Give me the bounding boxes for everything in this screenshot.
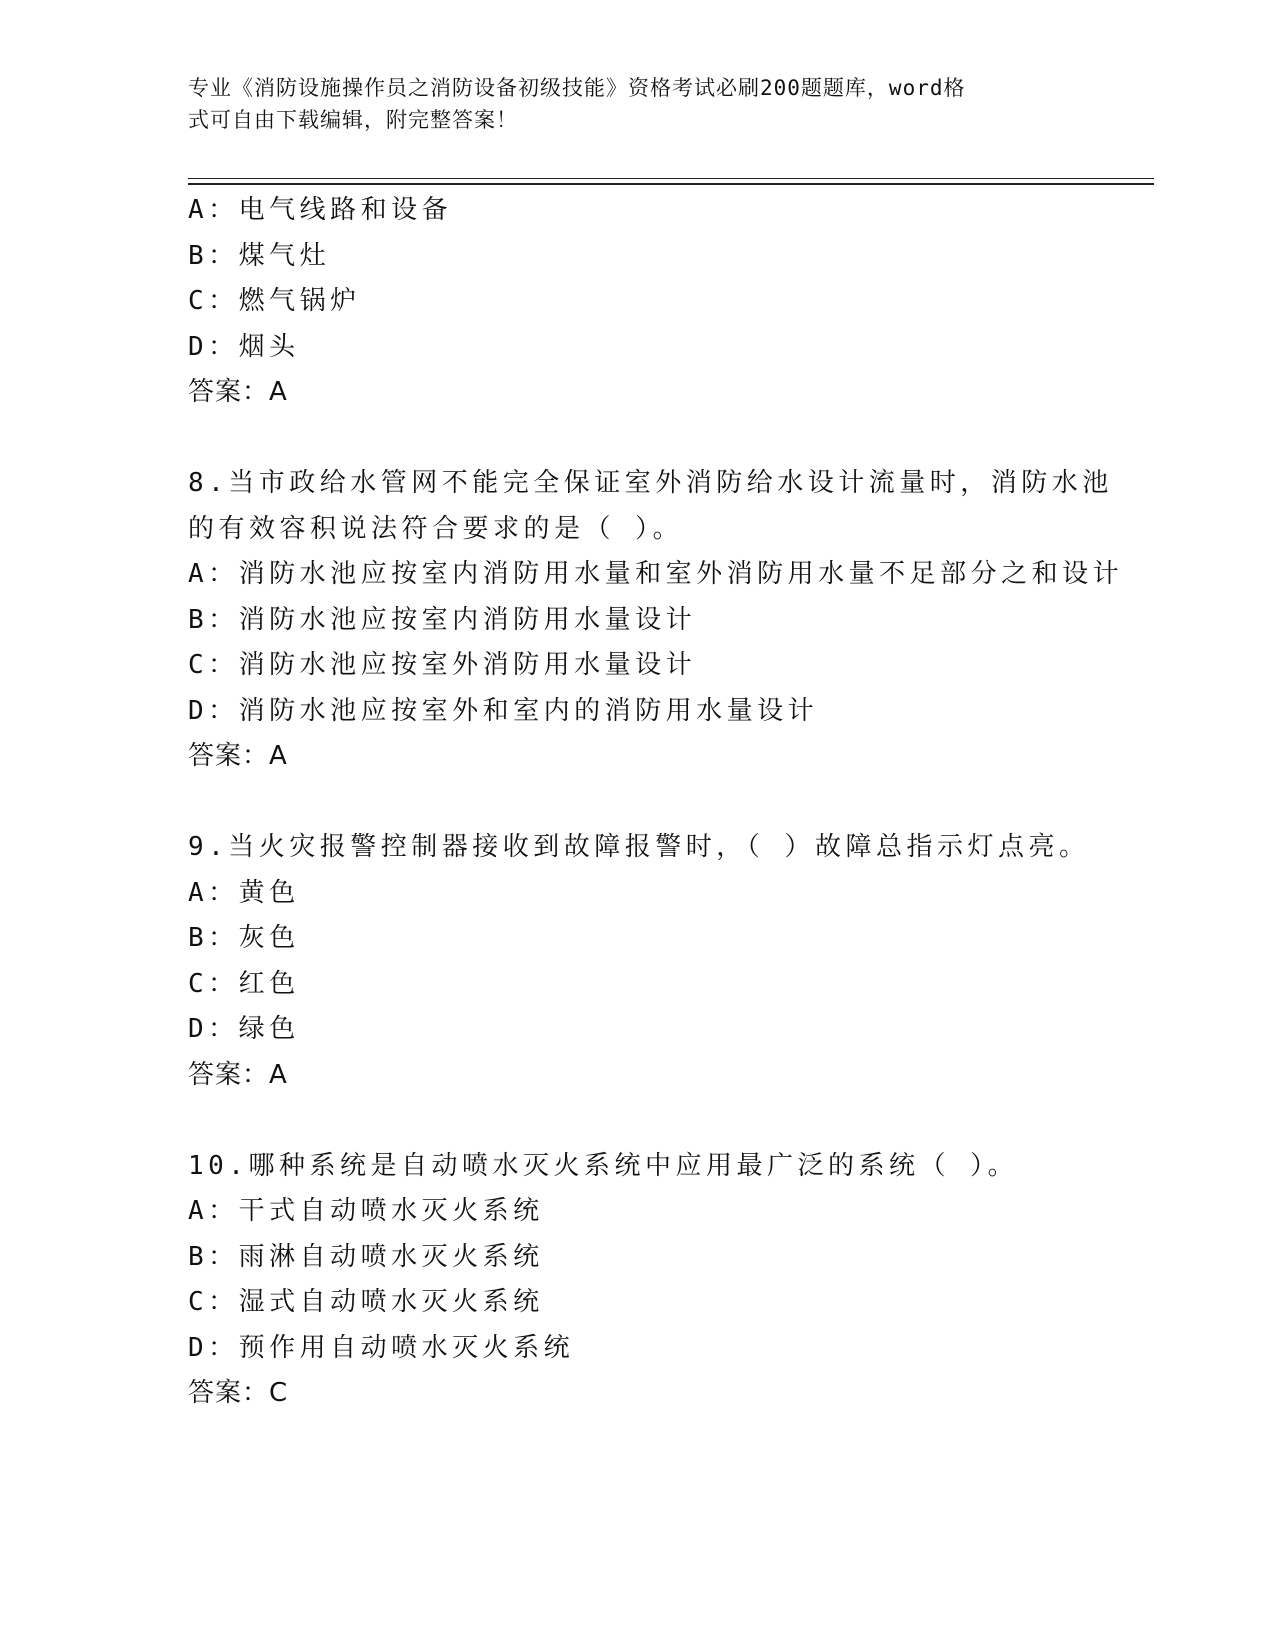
option-c: C：湿式自动喷水灭火系统	[188, 1287, 544, 1317]
answer: 答案：A	[188, 1059, 288, 1090]
header-line-1: 专业《消防设施操作员之消防设备初级技能》资格考试必刷200题题库，word格	[188, 76, 966, 100]
question-7	[188, 188, 1088, 416]
option-a: A：消防水池应按室内消防用水量和室外消防用水量不足部分之和设计	[188, 559, 1124, 589]
spacer	[188, 416, 1088, 462]
spacer	[188, 780, 1088, 826]
answer: 答案：A	[188, 741, 288, 771]
option-d: D：预作用自动喷水灭火系统	[188, 1332, 575, 1363]
answer: 答案：C	[188, 1378, 289, 1408]
header-divider-thin	[188, 178, 1154, 179]
option-c: C：红色	[188, 968, 300, 999]
header-divider-thick	[188, 183, 1154, 185]
question-list	[188, 188, 1124, 1417]
option-b: B：灰色	[188, 923, 300, 953]
option-a: A：干式自动喷水灭火系统	[188, 1196, 544, 1226]
answer: 答案：A	[188, 377, 288, 407]
option-c: C：燃气锅炉	[188, 286, 361, 316]
option-c: C：消防水池应按室外消防用水量设计	[188, 650, 697, 680]
spacer	[188, 1098, 1088, 1144]
question-stem: 9.当火灾报警控制器接收到故障报警时，（ ）故障总指示灯点亮。	[188, 832, 1090, 862]
option-a: A：黄色	[188, 877, 300, 908]
option-d: D：消防水池应按室外和室内的消防用水量设计	[188, 695, 819, 726]
question-8	[188, 461, 1124, 780]
header-line-2: 式可自由下载编辑，附完整答案！	[188, 108, 518, 132]
question-9	[188, 825, 1088, 1098]
question-stem: 10.哪种系统是自动喷水灭火系统中应用最广泛的系统（ ）。	[188, 1150, 1019, 1181]
option-d: D：绿色	[188, 1014, 300, 1044]
question-stem: 8.当市政给水管网不能完全保证室外消防给水设计流量时，消防水池	[188, 468, 1113, 498]
option-b: B：雨淋自动喷水灭火系统	[188, 1241, 544, 1272]
option-b: B：消防水池应按室内消防用水量设计	[188, 604, 697, 635]
option-b: B：煤气灶	[188, 240, 331, 271]
option-d: D：烟头	[188, 331, 300, 362]
document-header	[188, 72, 1068, 136]
question-stem-continued: 的有效容积说法符合要求的是（ ）。	[188, 513, 684, 544]
question-10	[188, 1144, 1088, 1417]
option-a: A：电气线路和设备	[188, 195, 453, 225]
